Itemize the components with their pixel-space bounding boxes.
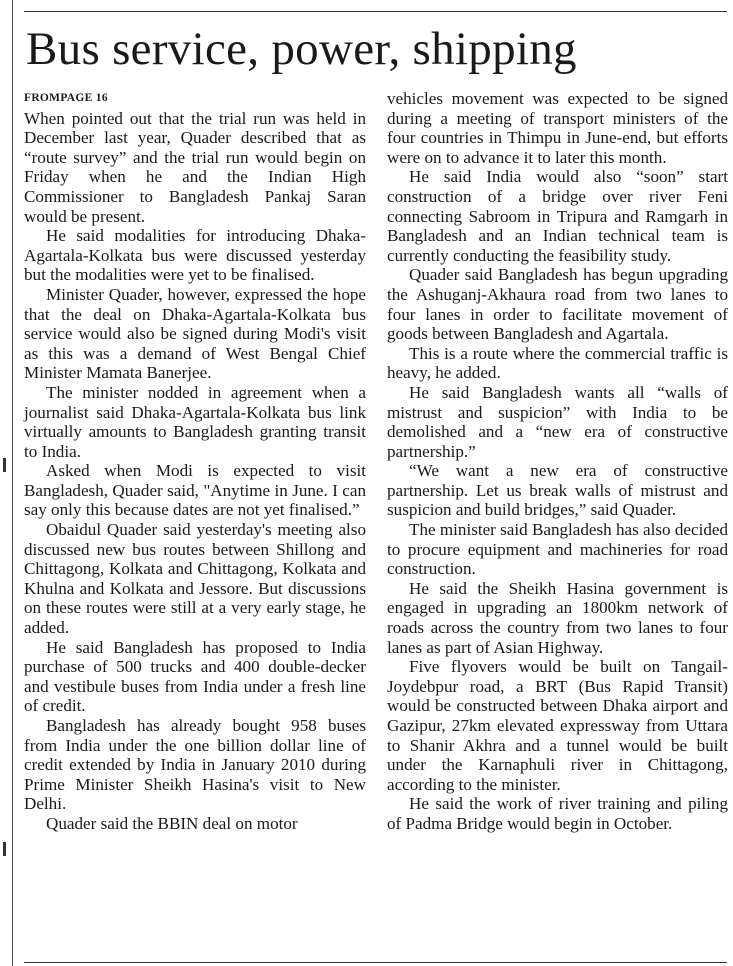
kicker-label: FROMPAGE 16	[24, 92, 108, 104]
paragraph: Five flyovers would be built on Tangail-Joydebpur road, a BRT (Bus Rapid Transit) would be constructed between Dhaka airport and Gazipur, 27km elevated expressway from Uttara to Shanir Akhra and a tunnel would be built under the Karnaphuli river in Chittagong, according to the minister.	[387, 657, 728, 794]
paragraph: Quader said the BBIN deal on motor	[46, 813, 298, 833]
paragraph: Obaidul Quader said yesterday's meeting also discussed new bus routes between Shillong and Chittagong, Kolkata and Chittagong, Kolkata and Khulna and Kolkata and Jessore. But discussions on these routes were still at a very early stage, he added.	[24, 520, 366, 638]
paragraph: This is a route where the commercial traffic is heavy, he added.	[387, 343, 728, 383]
paragraph: He said Bangladesh has proposed to India purchase of 500 trucks and 400 double-decker and vestibule buses from India under a fresh line of credit.	[24, 637, 366, 716]
gutter-line	[12, 0, 13, 966]
paragraph: Asked when Modi is expected to visit Bangladesh, Quader said, "Anytime in June. I can say only this because dates are not yet finalised.”	[24, 461, 366, 520]
paragraph: Minister Quader, however, expressed the hope that the deal on Dhaka-Agartala-Kolkata bus service would also be signed during Modi's visit as this was a demand of West Bengal Chief Minister Mamata Banerjee.	[24, 284, 366, 383]
headline: Bus service, power, shipping	[26, 23, 577, 75]
paragraph: Quader said Bangladesh has begun upgrading the Ashuganj-Akhaura road from two lanes to four lanes in order to facilitate movement of goods between Bangladesh and Agartala.	[387, 265, 728, 344]
paragraph: The minister nodded in agreement when a journalist said Dhaka-Agartala-Kolkata bus link virtually amounts to Bangladesh granting transit to India.	[24, 382, 366, 461]
paragraph: He said Bangladesh wants all “walls of mistrust and suspicion” with India to be demolished and a “new era of constructive partnership.”	[387, 382, 728, 461]
gutter-mark	[3, 458, 6, 472]
paragraph: He said the work of river training and piling of Padma Bridge would begin in October.	[387, 794, 728, 833]
gutter-mark	[3, 842, 6, 856]
article-column-right	[387, 89, 728, 834]
paragraph: When pointed out that the trial run was held in December last year, Quader described that as “route survey” and the trial run would begin on Friday when he and the Indian High Commissioner to Bangladesh Pankaj Saran would be present.	[24, 108, 366, 226]
paragraph: Bangladesh has already bought 958 buses from India under the one billion dollar line of credit extended by India in January 2010 during Prime Minister Sheikh Hasina's visit to New Delhi.	[24, 716, 366, 814]
top-rule	[24, 11, 727, 12]
bottom-rule	[24, 962, 727, 963]
article-column-left	[24, 89, 366, 834]
paragraph: He said the Sheikh Hasina government is engaged in upgrading an 1800km network of roads across the country from two lanes to four lanes as part of Asian Highway.	[387, 578, 728, 657]
paragraph: “We want a new era of constructive partnership. Let us break walls of mistrust and suspicion and build bridges,” said Quader.	[387, 461, 728, 520]
paragraph: He said modalities for introducing Dhaka-Agartala-Kolkata bus were discussed yesterday but the modalities were yet to be finalised.	[24, 226, 366, 285]
paragraph: vehicles movement was expected to be signed during a meeting of transport ministers of the four countries in Thimpu in June-end, but efforts were on to advance it to later this month.	[387, 89, 728, 167]
paragraph: He said India would also “soon” start construction of a bridge over river Feni connecting Sabroom in Tripura and Ramgarh in Bangladesh and an Indian technical team is currently conducting the feasibility study.	[387, 167, 728, 265]
paragraph: The minister said Bangladesh has also decided to procure equipment and machineries for road construction.	[387, 520, 728, 579]
